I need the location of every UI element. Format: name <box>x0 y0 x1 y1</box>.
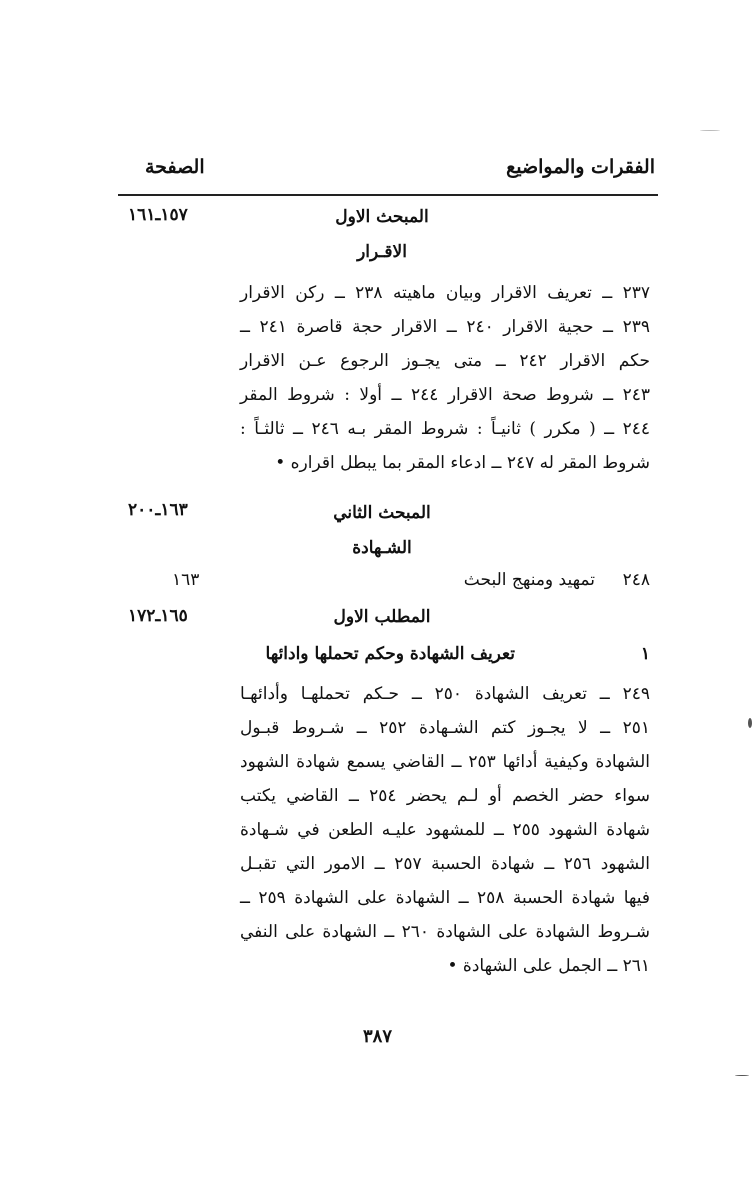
subsection-line: الشهود ٢٥٦ ــ شهادة الحسبة ٢٥٧ ــ الامور التي تقبـل <box>240 854 650 874</box>
section1-line: ٢٣٩ ــ حجية الاقرار ٢٤٠ ــ الاقرار حجة قاصرة ٢٤١ ــ <box>240 317 650 337</box>
section1-line: ٢٤٣ ــ شروط صحة الاقرار ٢٤٤ ــ أولا : شروط المقر <box>240 385 650 405</box>
intro-text: تمهيد ومنهج البحث <box>463 570 595 590</box>
column-header-page: الصفحة <box>145 156 205 178</box>
subsection-line: فيها شهادة الحسبة ٢٥٨ ــ الشهادة على الشهادة ٢٥٩ ــ <box>240 888 650 908</box>
scan-speck <box>700 130 720 131</box>
item-number: ١ <box>640 644 650 664</box>
subsection-line: الشهادة وكيفية أدائها ٢٥٣ ــ القاضي يسمع شهادة الشهود <box>240 752 650 772</box>
header-rule <box>118 194 658 196</box>
scan-speck <box>735 1075 749 1076</box>
scan-speck <box>748 718 752 728</box>
section1-heading: المبحث الاول <box>335 207 429 227</box>
subsection-line: شـروط الشهادة على الشهادة ٢٦٠ ــ الشهادة على النفي <box>240 922 650 942</box>
intro-page: ١٦٣ <box>172 570 200 590</box>
section2-heading: المبحث الثاني <box>333 503 431 523</box>
subsection-line: شهادة الشهود ٢٥٥ ــ للمشهود عليـه الطعن في شـهادة <box>240 820 650 840</box>
section2-page-range: ١٦٣ـ٢٠٠ <box>128 500 188 520</box>
subsection-line: سواء حضر الخصم أو لـم يحضر ٢٥٤ ــ القاضي يكتب <box>240 786 651 806</box>
subsection-line: ٢٦١ ــ الجمل على الشهادة • <box>447 956 650 976</box>
section1-line: ٢٣٧ ــ تعريف الاقرار وبيان ماهيته ٢٣٨ ــ ركن الاقرار <box>240 283 650 303</box>
item-title: تعريف الشهادة وحكم تحملها وادائها <box>265 644 515 664</box>
section1-subheading: الاقـرار <box>357 242 407 262</box>
section2-subheading: الشـهادة <box>352 538 412 558</box>
section1-page-range: ١٥٧ـ١٦١ <box>128 205 188 225</box>
column-header-topics: الفقرات والمواضيع <box>506 156 655 178</box>
subsection-page-range: ١٦٥ـ١٧٢ <box>128 606 188 626</box>
intro-number: ٢٤٨ <box>622 570 650 590</box>
section1-line: حكم الاقرار ٢٤٢ ــ متى يجـوز الرجوع عـن الاقرار <box>240 351 650 371</box>
section1-line: شروط المقر له ٢٤٧ ــ ادعاء المقر بما يبطل اقراره • <box>275 453 650 473</box>
page-number: ٣٨٧ <box>362 1026 392 1047</box>
subsection-heading: المطلب الاول <box>333 607 431 627</box>
subsection-line: ٢٥١ ــ لا يجـوز كتم الشـهادة ٢٥٢ ــ شـروط قبـول <box>240 718 650 738</box>
subsection-line: ٢٤٩ ــ تعريف الشهادة ٢٥٠ ــ حـكم تحملهـا وأدائهـا <box>240 684 650 704</box>
section1-line: ٢٤٤ ــ ( مكرر ) ثانيـاً : شروط المقر بـه ٢٤٦ ــ ثالثـاً : <box>240 419 650 439</box>
